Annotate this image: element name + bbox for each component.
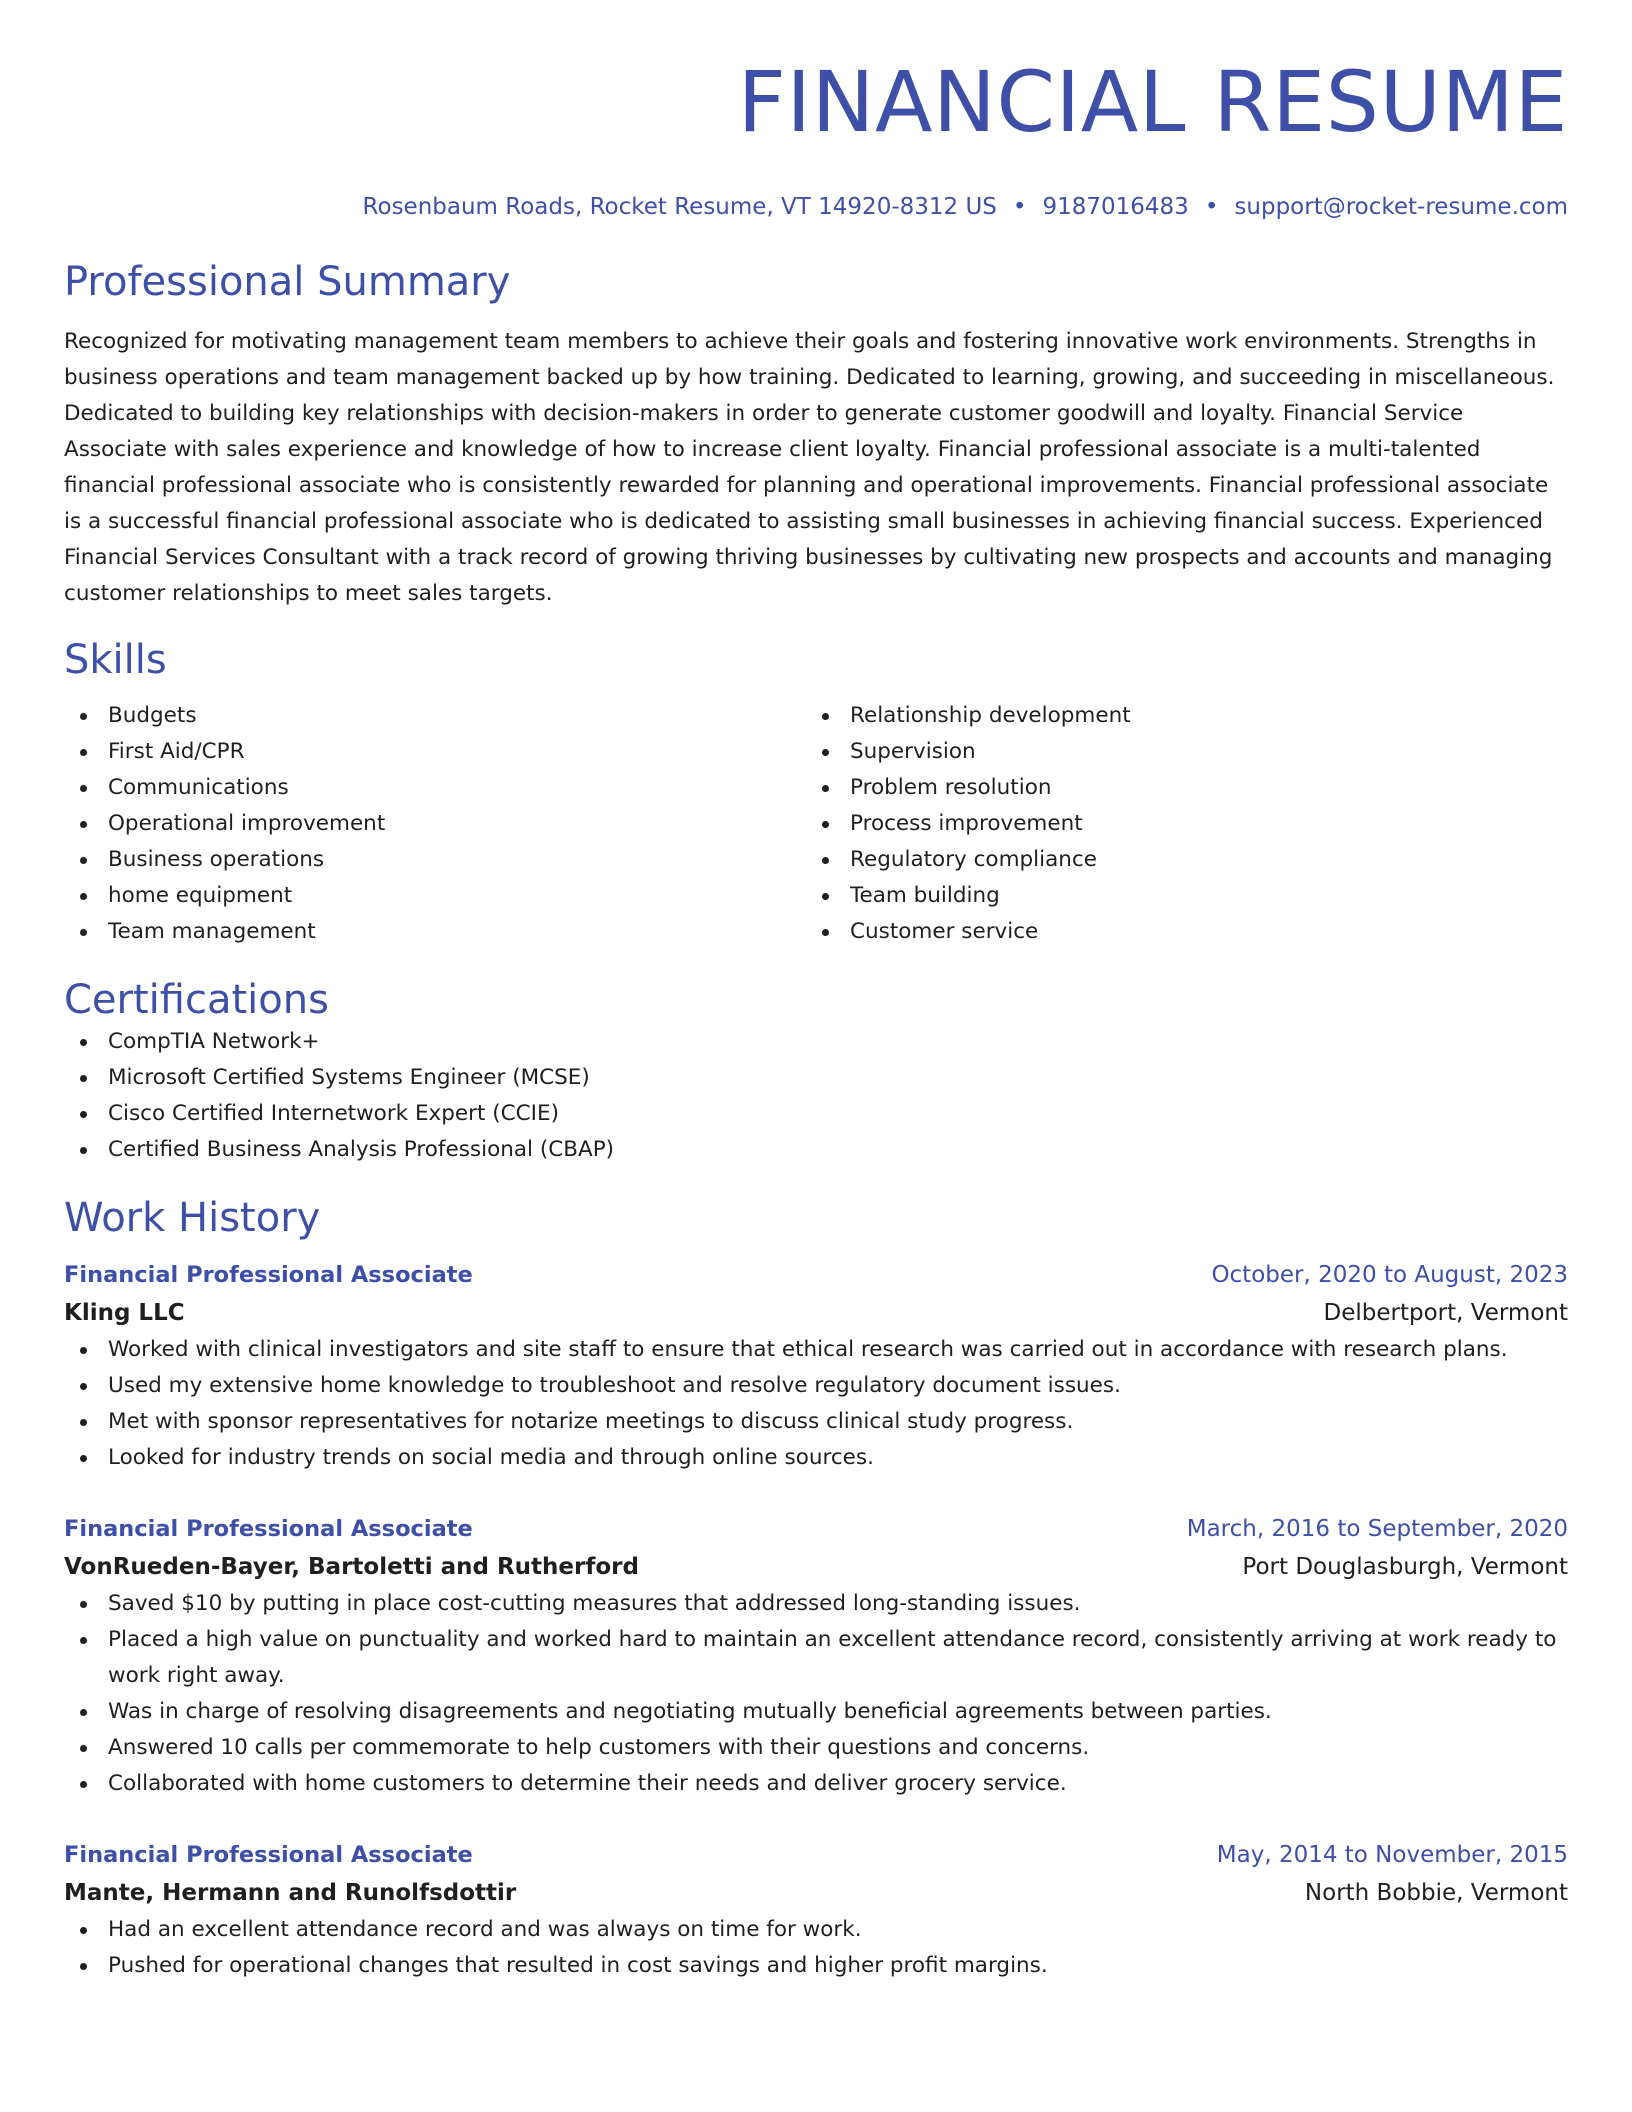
skills-heading: Skills	[64, 637, 167, 683]
job-company: Kling LLC	[64, 1300, 185, 1326]
job-role: Financial Professional Associate	[64, 1516, 473, 1542]
summary-heading: Professional Summary	[64, 259, 511, 305]
certification-item: Microsoft Certified Systems Engineer (MCSE)	[64, 1060, 1568, 1096]
skill-item: Budgets	[64, 698, 806, 734]
skill-item: Customer service	[806, 914, 1548, 950]
job-role: Financial Professional Associate	[64, 1262, 473, 1288]
skill-item: Operational improvement	[64, 806, 806, 842]
job-company: Mante, Hermann and Runolfsdottir	[64, 1880, 517, 1906]
job-header-row	[64, 1256, 1568, 1294]
summary-text: Recognized for motivating management team members to achieve their goals and fostering innovative work environments. Strengths in business operations and team management backed up by how training. Dedicated to learning, growing, and succeeding in miscellaneous. Dedicated to building key relationships with decision-makers in order to generate customer goodwill and loyalty. Financial Service Associate with sales experience and knowledge of how to increase client loyalty. Financial professional associate is a multi-talented financial professional associate who is consistently rewarded for planning and operational improvements. Financial professional associate is a successful financial professional associate who is dedicated to assisting small businesses in achieving financial success. Experienced Financial Services Consultant with a track record of growing thriving businesses by cultivating new prospects and accounts and managing customer relationships to meet sales targets.	[64, 329, 1555, 606]
contact-phone: 9187016483	[1042, 194, 1189, 220]
skill-item: Regulatory compliance	[806, 842, 1548, 878]
skill-item: Relationship development	[806, 698, 1548, 734]
job-entry	[64, 1510, 1568, 1802]
job-bullet: Met with sponsor representatives for notarize meetings to discuss clinical study progress.	[64, 1404, 1568, 1440]
resume-title: FINANCIAL RESUME	[737, 53, 1568, 151]
skill-item: Supervision	[806, 734, 1548, 770]
certification-item: Certified Business Analysis Professional (CBAP)	[64, 1132, 1568, 1168]
work-history-heading: Work History	[64, 1195, 321, 1241]
job-dates: May, 2014 to November, 2015	[1216, 1842, 1568, 1868]
job-company-row	[64, 1548, 1568, 1586]
job-bullets	[64, 1332, 1568, 1476]
certification-item: Cisco Certified Internetwork Expert (CCIE)	[64, 1096, 1568, 1132]
skill-item: home equipment	[64, 878, 806, 914]
job-header-row	[64, 1510, 1568, 1548]
job-bullet: Saved $10 by putting in place cost-cutting measures that addressed long-standing issues.	[64, 1586, 1568, 1622]
skills-column-left	[64, 698, 806, 950]
job-bullets	[64, 1912, 1568, 1984]
job-entry	[64, 1256, 1568, 1476]
job-dates: March, 2016 to September, 2020	[1186, 1516, 1568, 1542]
skill-item: Communications	[64, 770, 806, 806]
contact-separator: •	[1012, 194, 1027, 220]
skills-column-right	[806, 698, 1548, 950]
skill-item: Problem resolution	[806, 770, 1548, 806]
certifications-list	[64, 1024, 1568, 1168]
job-company: VonRueden-Bayer, Bartoletti and Rutherford	[64, 1554, 639, 1580]
job-bullet: Answered 10 calls per commemorate to help customers with their questions and concerns.	[64, 1730, 1568, 1766]
job-bullet: Was in charge of resolving disagreements and negotiating mutually beneficial agreements between parties.	[64, 1694, 1568, 1730]
job-company-row	[64, 1874, 1568, 1912]
job-location: Port Douglasburgh, Vermont	[1242, 1554, 1568, 1580]
job-company-row	[64, 1294, 1568, 1332]
job-bullet: Looked for industry trends on social media and through online sources.	[64, 1440, 1568, 1476]
contact-address: Rosenbaum Roads, Rocket Resume, VT 14920-8312 US	[362, 194, 997, 220]
skill-item: Team management	[64, 914, 806, 950]
job-bullet: Pushed for operational changes that resulted in cost savings and higher profit margins.	[64, 1948, 1568, 1984]
certifications-heading: Certifications	[64, 977, 329, 1023]
skills-list-right	[806, 698, 1548, 950]
skills-list-left	[64, 698, 806, 950]
contact-email[interactable]: support@rocket-resume.com	[1234, 194, 1568, 220]
skill-item: Process improvement	[806, 806, 1548, 842]
skill-item: Team building	[806, 878, 1548, 914]
job-bullet: Had an excellent attendance record and was always on time for work.	[64, 1912, 1568, 1948]
skill-item: Business operations	[64, 842, 806, 878]
job-location: North Bobbie, Vermont	[1304, 1880, 1568, 1906]
job-bullet: Collaborated with home customers to determine their needs and deliver grocery service.	[64, 1766, 1568, 1802]
certification-item: CompTIA Network+	[64, 1024, 1568, 1060]
job-entry	[64, 1836, 1568, 1984]
job-location: Delbertport, Vermont	[1323, 1300, 1568, 1326]
contact-line	[64, 194, 1568, 220]
contact-separator: •	[1204, 194, 1219, 220]
skill-item: First Aid/CPR	[64, 734, 806, 770]
job-header-row	[64, 1836, 1568, 1874]
job-role: Financial Professional Associate	[64, 1842, 473, 1868]
job-bullet: Worked with clinical investigators and site staff to ensure that ethical research was carried out in accordance with research plans.	[64, 1332, 1568, 1368]
skills-grid	[64, 698, 1568, 950]
job-bullet: Placed a high value on punctuality and worked hard to maintain an excellent attendance record, consistently arriving at work ready to work right away.	[64, 1622, 1568, 1694]
job-bullets	[64, 1586, 1568, 1802]
job-dates: October, 2020 to August, 2023	[1211, 1262, 1568, 1288]
job-bullet: Used my extensive home knowledge to troubleshoot and resolve regulatory document issues.	[64, 1368, 1568, 1404]
